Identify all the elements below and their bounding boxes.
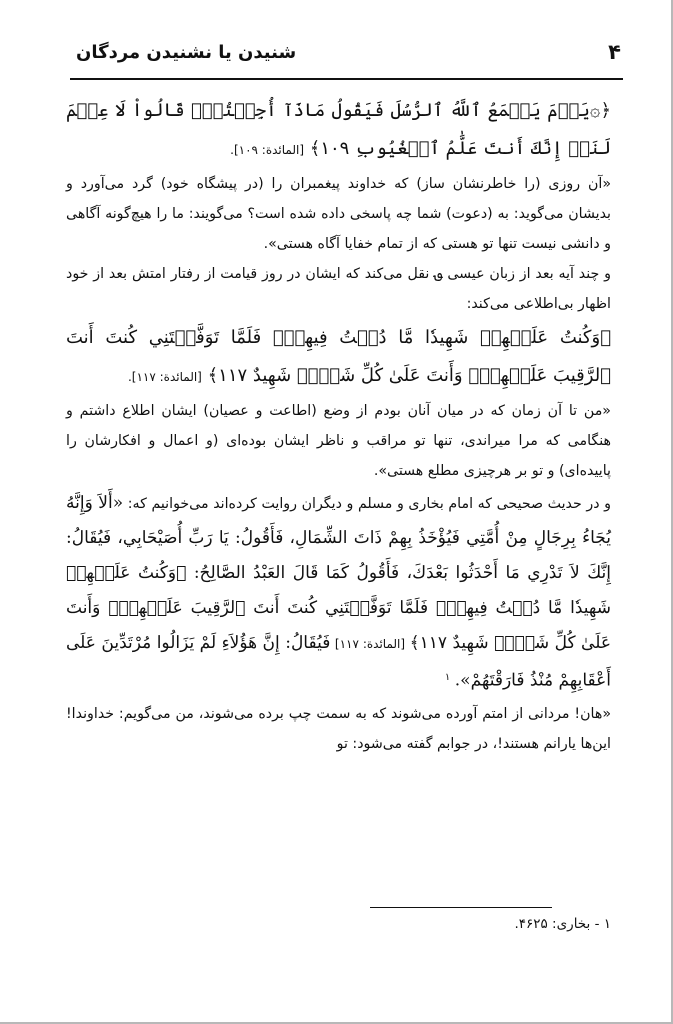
- footnote: ۱ - بخاری: ۴۶۲۵.: [514, 916, 611, 932]
- footnote-divider: [370, 907, 552, 908]
- paragraph-hadith: [66, 486, 611, 699]
- quran-verse-1: [66, 92, 611, 169]
- page-number: ۴: [608, 40, 621, 64]
- footnote-marker[interactable]: ۱: [444, 672, 451, 683]
- page-body: [66, 92, 611, 759]
- verse-text: ﴿۞يَوۡمَ يَجۡمَعُ ٱللَّهُ ٱلرُّسُلَ فَيَقُولُ مَاذَآ أُجِبۡتُمۡۖ قَالُواْ لَا عِلۡمَ لَنَآۖ إِنَّكَ أَنتَ عَلَّٰمُ ٱلۡغُيُوبِ ١٠٩﴾: [66, 100, 611, 159]
- paragraph-commentary: و چند آیه بعد از زبان عیسی ؈ نقل می‌کند که ایشان در روز قیامت از رفتار امتش بعد از خود اظهار بی‌اطلاعی می‌کند:: [66, 266, 611, 312]
- verse-text: ﴿وَكُنتُ عَلَيۡهِمۡ شَهِيدٗا مَّا دُمۡتُ فِيهِمۡۖ فَلَمَّا تَوَفَّيۡتَنِي كُنتَ أَنتَ ٱلرَّقِيبَ عَلَيۡهِمۡۚ وَأَنتَ عَلَىٰ كُلِّ شَيۡءٖ شَهِيدٌ ١١٧﴾: [66, 327, 611, 386]
- page-header: [70, 38, 623, 80]
- verse-reference: [المائدة: ۱۱۷]: [334, 637, 406, 651]
- verse-reference: [المائدة: ۱۰۹].: [230, 143, 305, 157]
- hadith-intro: و در حدیث صحیحی که امام بخاری و مسلم و دیگران روایت کرده‌اند می‌خوانیم که:: [123, 496, 611, 512]
- paragraph-translation-2: «من تا آن زمان که در میان آنان بودم از وضع (اطاعت و عصیان) ایشان اطلاع داشتم و هنگامی که مرا میراندی، تنها تو مراقب و ناظر ایشان بوده‌ای (و اعمال و افکارشان را پاییده‌ای) و تو بر هرچیزی مطلع هستی».: [66, 403, 611, 479]
- hadith-verse: ﴿وَكُنتُ عَلَيۡهِمۡ شَهِيدٗا مَّا دُمۡتُ فِيهِمۡۖ فَلَمَّا تَوَفَّيۡتَنِي كُنتَ أَنتَ ٱلرَّقِيبَ عَلَيۡهِمۡۚ وَأَنتَ عَلَىٰ كُلِّ شَيۡءٖ شَهِيدٌ ١١٧﴾: [66, 563, 611, 653]
- quran-verse-2: [66, 319, 611, 396]
- verse-reference: [المائدة: ۱۱۷].: [127, 370, 202, 384]
- paragraph-translation-1: «آن روزی (را خاطرنشان ساز) که خداوند پیغمبران را (در پیشگاه خود) گرد می‌آورد و بدیشان می‌گوید: به (دعوت) شما چه پاسخی داده شده است؟ می‌گویند: ما را هیچ‌گونه آگاهی و دانشی نیست تنها تو هستی که از تمام خفایا آگاه هستی».: [66, 176, 611, 252]
- paragraph-translation-3: «هان! مردانی از امتم آورده می‌شوند که به سمت چپ برده می‌شوند، من می‌گویم: خداوندا! این‌ها یارانم هستند!، در جوابم گفته می‌شود: تو: [66, 705, 611, 752]
- running-title: شنیدن یا نشنیدن مردگان: [76, 42, 297, 63]
- hadith-text: «أَلاَ وَإِنَّهُ يُجَاءُ بِرِجَالٍ مِنْ أُمَّتِي فَيُؤْخَذُ بِهِمْ ذَاتَ الشِّمَالِ، فَأَقُولُ: يَا رَبِّ أُصَيْحَابِي، فَيُقَالُ: إِنَّكَ لاَ تَدْرِي مَا أَحْدَثُوا بَعْدَكَ، فَأَقُولُ كَمَا قَالَ العَبْدُ الصَّالِحُ:: [66, 493, 611, 583]
- hadith-text-end: فَيُقَالُ: إِنَّ هَؤُلاَءِ لَمْ يَزَالُوا مُرْتَدِّينَ عَلَى أَعْقَابِهِمْ مُنْذُ فَارَقْتَهُمْ».: [66, 633, 611, 691]
